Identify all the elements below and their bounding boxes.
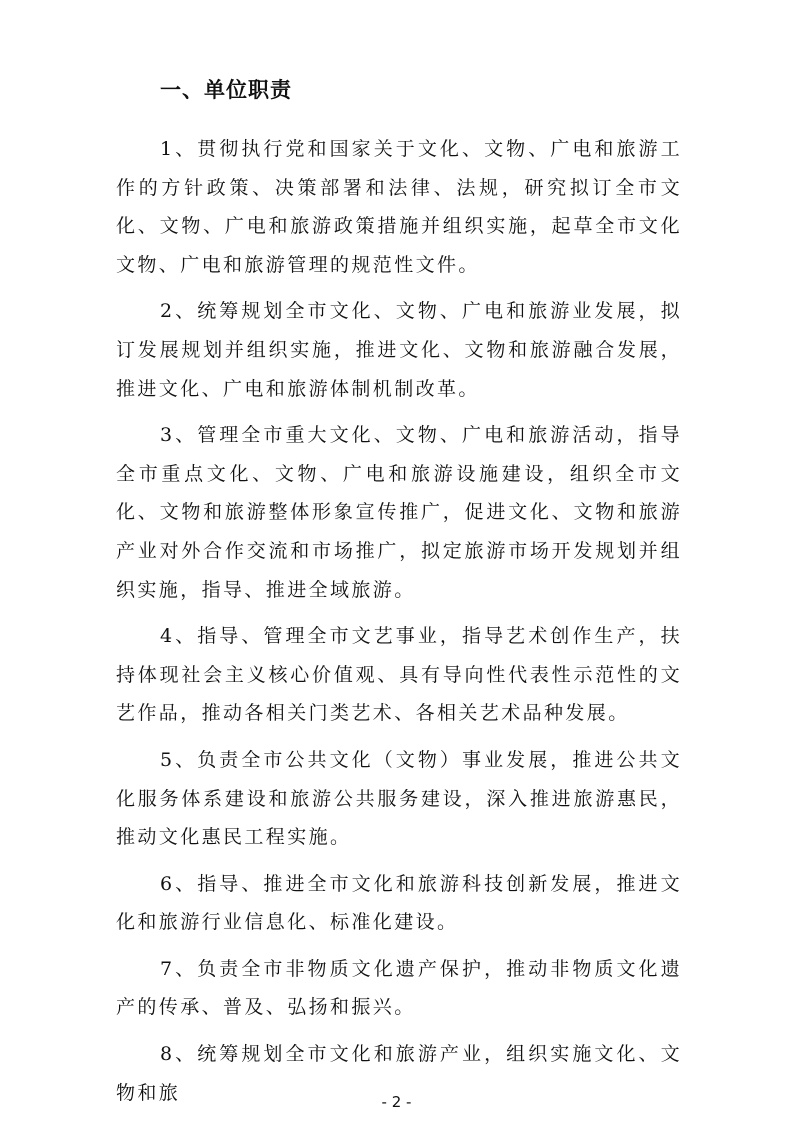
paragraph-1: 1、贯彻执行党和国家关于文化、文物、广电和旅游工作的方针政策、决策部署和法律、法规，研究拟订全市文化、文物、广电和旅游政策措施并组织实施，起草全市文化文物、广电和旅游管理的规范性文件。 xyxy=(116,138,682,276)
paragraph-4: 4、指导、管理全市文艺事业，指导艺术创作生产，扶持体现社会主义核心价值观、具有导向性代表性示范性的文艺作品，推动各相关门类艺术、各相关艺术品种发展。 xyxy=(116,625,682,725)
paragraph-3: 3、管理全市重大文化、文物、广电和旅游活动，指导全市重点文化、文物、广电和旅游设施建设，组织全市文化、文物和旅游整体形象宣传推广，促进文化、文物和旅游产业对外合作交流和市场推广，拟定旅游市场开发规划并组织实施，指导、推进全域旅游。 xyxy=(116,424,682,601)
paragraph-6: 6、指导、推进全市文化和旅游科技创新发展，推进文化和旅游行业信息化、标准化建设。 xyxy=(116,872,682,934)
section-heading: 一、单位职责 xyxy=(160,78,292,102)
paragraph-7: 7、负责全市非物质文化遗产保护，推动非物质文化遗产的传承、普及、弘扬和振兴。 xyxy=(116,957,682,1019)
paragraph-8: 8、统筹规划全市文化和旅游产业，组织实施文化、文物和旅 xyxy=(116,1043,682,1104)
document-body xyxy=(116,130,682,1120)
paragraph-2: 2、统筹规划全市文化、文物、广电和旅游业发展，拟订发展规划并组织实施，推进文化、文物和旅游融合发展，推进文化、广电和旅游体制机制改革。 xyxy=(116,300,682,400)
page-number: - 2 - xyxy=(381,1093,412,1111)
paragraph-5: 5、负责全市公共文化（文物）事业发展，推进公共文化服务体系建设和旅游公共服务建设，深入推进旅游惠民，推动文化惠民工程实施。 xyxy=(116,748,682,849)
